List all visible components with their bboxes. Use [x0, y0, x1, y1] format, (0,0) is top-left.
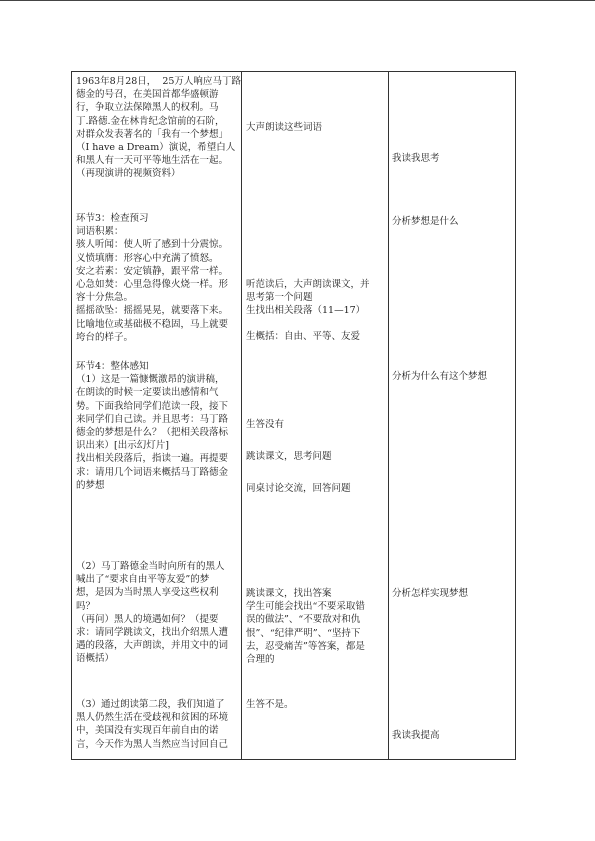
- text-line: （1）这是一篇慷慨激昂的演讲稿，: [76, 374, 225, 386]
- design-intent-column: [392, 72, 512, 759]
- student-text-block: [246, 278, 386, 318]
- text-line: 骇人听闻：使人听了感到十分震惊。: [76, 239, 229, 251]
- text-line: 思考第一个问题: [246, 292, 313, 304]
- text-line: 的梦想: [76, 479, 105, 491]
- text-line: 遇的段落，大声朗读，并用文中的词: [76, 640, 229, 652]
- text-line: 识出来）[出示幻灯片]: [76, 440, 169, 452]
- student-text-block: [246, 587, 386, 666]
- intent-text-block: [392, 215, 512, 228]
- text-line: 听范读后，大声朗读课文，并: [246, 279, 370, 290]
- section-heading: 环节4：整体感知: [76, 361, 149, 372]
- question-three-block: [76, 698, 238, 751]
- text-line: 比喻地位或基础极不稳固，马上就要: [76, 318, 229, 330]
- text-line: 喊出了“要求自由平等友爱”的梦: [76, 574, 210, 586]
- text-line: 德金的梦想是什么？（把相关段落标: [76, 427, 229, 439]
- text-line: 来同学们自己读。并且思考：马丁路: [76, 413, 229, 425]
- text-line: 学生可能会找出“不要采取错: [246, 601, 365, 613]
- text-line: 生答没有: [246, 419, 285, 430]
- text-line: 恨”、“纪律严明”、“坚持下: [246, 627, 361, 639]
- text-line: 和黑人有一天可平等地生活在一起。: [76, 155, 229, 167]
- text-line: （再问）黑人的境遇如何？（提要: [76, 613, 219, 625]
- text-line: 势。下面我给同学们范读一段，接下: [76, 400, 229, 412]
- question-two-block: [76, 560, 238, 666]
- lesson-plan-table: [71, 71, 516, 760]
- student-text-block: [246, 418, 386, 431]
- text-line: 大声朗读这些词语: [246, 122, 323, 133]
- teacher-activity-column: [76, 72, 241, 759]
- text-line: 词语积累：: [76, 226, 124, 238]
- column-divider-2: [388, 72, 389, 759]
- text-line: 合理的: [246, 654, 275, 666]
- text-line: 想，是因为当时黑人享受这些权利: [76, 587, 219, 599]
- text-line: 义愤填膺：形容心中充满了愤怒。: [76, 252, 219, 264]
- text-line: 我读我思考: [392, 153, 440, 164]
- text-line: 1963年8月28日， 25万人响应马丁路: [76, 76, 241, 87]
- student-text-block: [246, 482, 386, 495]
- text-line: 吗？: [76, 600, 96, 612]
- text-line: 黑人仍然生活在受歧视和贫困的环境: [76, 712, 229, 724]
- text-line: 语概括）: [76, 653, 115, 665]
- student-text-block: [246, 330, 386, 343]
- text-line: 求：请同学跳读文，找出介绍黑人遭: [76, 627, 229, 639]
- text-line: （I have a Dream）演说，希望白人: [76, 142, 236, 154]
- text-line: （再现演讲的视频资料）: [76, 168, 181, 180]
- background-intro-block: [76, 75, 241, 181]
- text-line: 生找出相关段落（11—17）: [246, 305, 366, 317]
- intent-text-block: [392, 152, 512, 165]
- text-line: 分析梦想是什么: [392, 216, 459, 227]
- student-activity-column: [246, 72, 386, 759]
- text-line: （2）马丁路德金当时向所有的黑人: [76, 561, 225, 572]
- section-heading: 环节3：检查预习: [76, 213, 149, 224]
- text-line: 生答不是。: [246, 699, 294, 710]
- text-line: （3）通过朗读第二段，我们知道了: [76, 699, 225, 710]
- text-line: 找出相关段落后，指读一遍。再提要: [76, 453, 229, 465]
- text-line: 摇摇欲坠：摇摇晃晃，就要落下来。: [76, 305, 229, 317]
- text-line: 言，今天作为黑人当然应当讨回自己: [76, 738, 229, 750]
- intent-text-block: [392, 370, 512, 383]
- student-text-block: [246, 698, 386, 711]
- text-line: 行，争取立法保障黑人的权利。马: [76, 102, 219, 114]
- text-line: 误的做法”、“不要敌对和仇: [246, 614, 361, 626]
- top-rule: [0, 0, 595, 1]
- preview-check-block: [76, 212, 238, 344]
- text-line: 跳读课文，思考问题: [246, 451, 332, 462]
- intent-text-block: [392, 587, 512, 600]
- text-line: 去，忍受痛苦”等答案，都是: [246, 640, 365, 652]
- text-line: 安之若素：安定镇静，跟平常一样。: [76, 265, 229, 277]
- text-line: 同桌讨论交流，回答问题: [246, 483, 351, 494]
- text-line: 生概括：自由、平等、友爱: [246, 331, 361, 342]
- student-text-block: [246, 121, 386, 134]
- text-line: 分析为什么有这个梦想: [392, 371, 488, 382]
- overall-perception-block: [76, 360, 238, 492]
- text-line: 我读我提高: [392, 730, 440, 741]
- text-line: 丁.路德.金在林肯纪念馆前的石阶，: [76, 115, 225, 127]
- text-line: 对群众发表著名的「我有一个梦想」: [76, 128, 229, 140]
- text-line: 跳读课文，找出答案: [246, 588, 332, 599]
- text-line: 心急如焚：心里急得像火烧一样。形: [76, 279, 229, 291]
- text-line: 中，美国没有实现百年前自由的诺: [76, 725, 219, 737]
- student-text-block: [246, 450, 386, 463]
- text-line: 垮台的样子。: [76, 331, 134, 343]
- intent-text-block: [392, 729, 512, 742]
- text-line: 德金的号召，在美国首都华盛顿游: [76, 89, 219, 101]
- column-divider-1: [241, 72, 242, 759]
- text-line: 在朗读的时候一定要读出感情和气: [76, 387, 219, 399]
- text-line: 容十分焦急。: [76, 292, 134, 304]
- text-line: 求：请用几个词语来概括马丁路德金: [76, 466, 229, 478]
- text-line: 分析怎样实现梦想: [392, 588, 469, 599]
